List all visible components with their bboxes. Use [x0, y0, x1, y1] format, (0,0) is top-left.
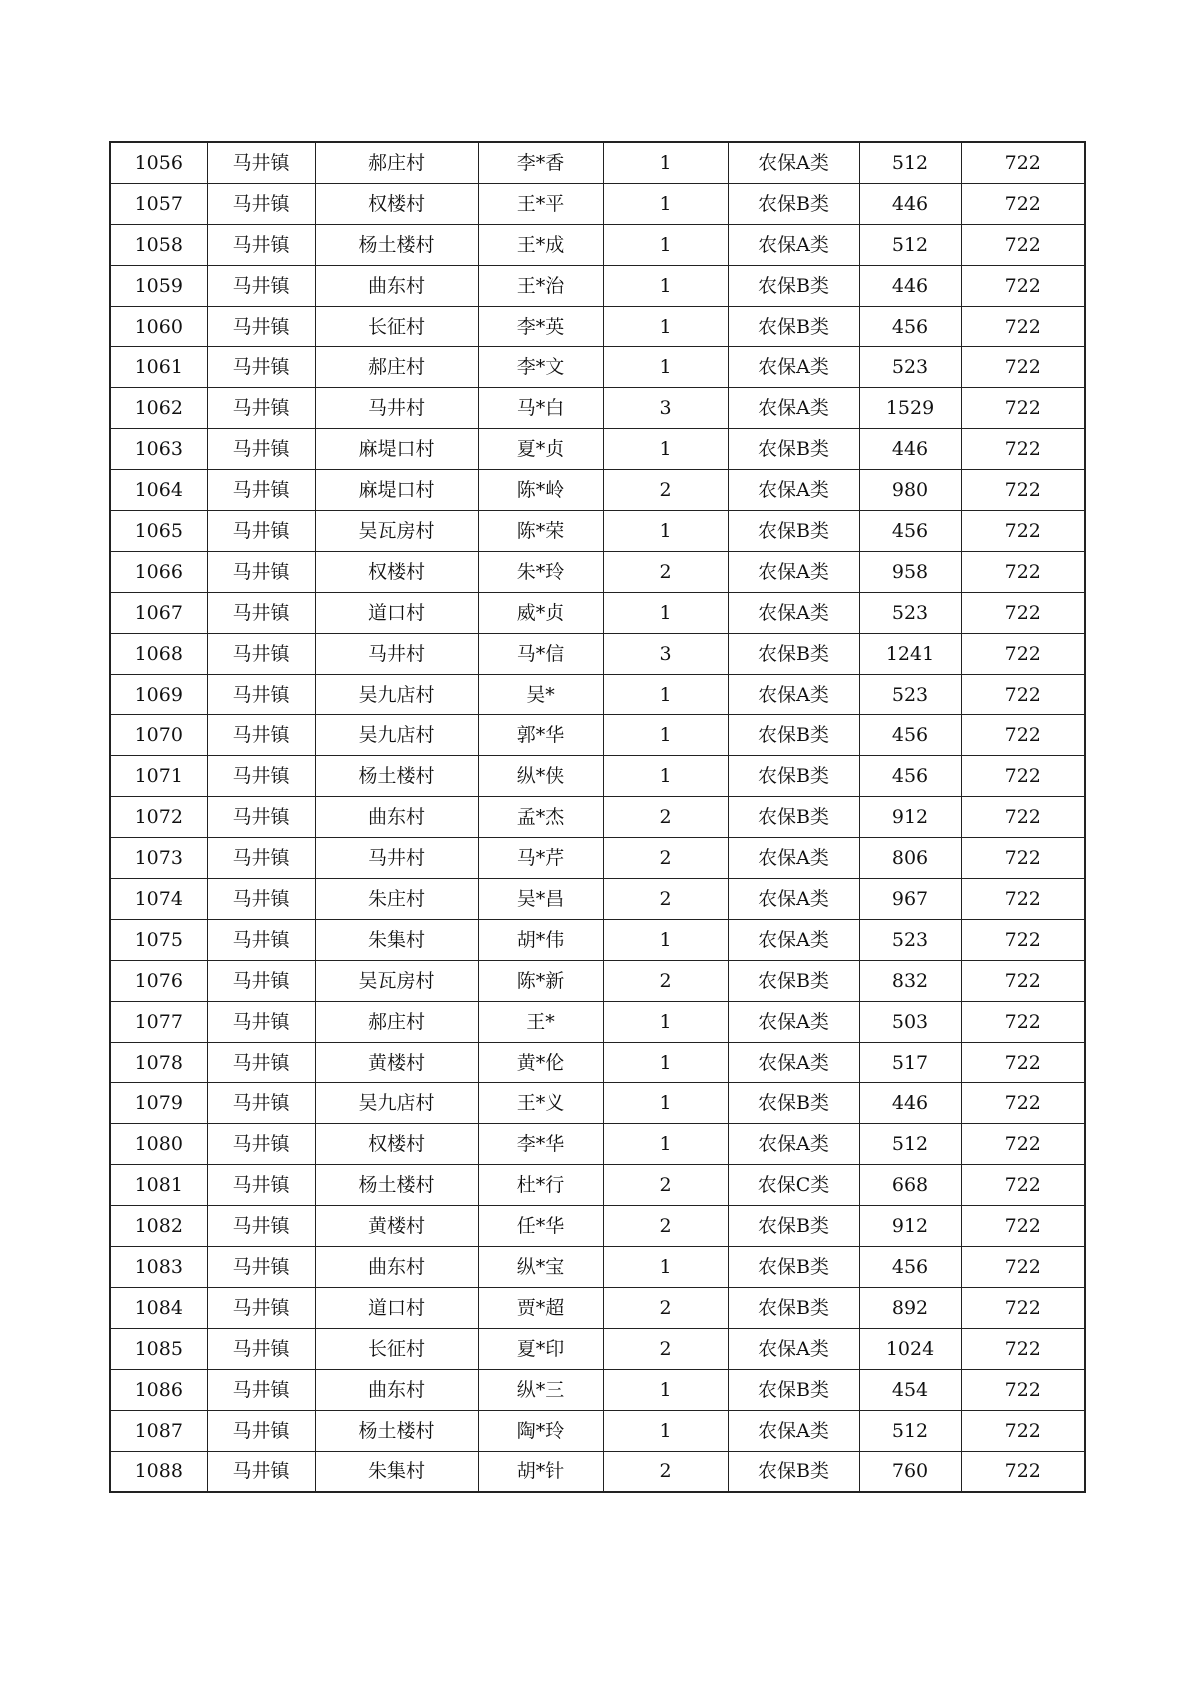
amount-cell: 668 [859, 1165, 961, 1206]
household-size-cell: 1 [603, 265, 728, 306]
table-row [110, 674, 1085, 715]
village-cell: 曲东村 [315, 265, 478, 306]
amount-cell: 967 [859, 879, 961, 920]
insurance-category-cell: 农保B类 [728, 1247, 859, 1288]
household-size-cell: 1 [603, 715, 728, 756]
serial-number-cell: 1065 [110, 511, 207, 552]
household-size-cell: 2 [603, 1287, 728, 1328]
amount-cell: 1529 [859, 388, 961, 429]
standard-cell: 722 [961, 1124, 1085, 1165]
household-size-cell: 1 [603, 511, 728, 552]
town-cell: 马井镇 [207, 1083, 315, 1124]
village-cell: 曲东村 [315, 1369, 478, 1410]
insurance-category-cell: 农保B类 [728, 511, 859, 552]
household-size-cell: 1 [603, 756, 728, 797]
table-row [110, 960, 1085, 1001]
town-cell: 马井镇 [207, 674, 315, 715]
serial-number-cell: 1080 [110, 1124, 207, 1165]
household-size-cell: 1 [603, 1369, 728, 1410]
town-cell: 马井镇 [207, 1451, 315, 1492]
household-size-cell: 1 [603, 1410, 728, 1451]
household-size-cell: 2 [603, 1165, 728, 1206]
insurance-category-cell: 农保B类 [728, 715, 859, 756]
table-row [110, 838, 1085, 879]
name-cell: 陶*玲 [478, 1410, 603, 1451]
serial-number-cell: 1076 [110, 960, 207, 1001]
amount-cell: 958 [859, 551, 961, 592]
town-cell: 马井镇 [207, 838, 315, 879]
standard-cell: 722 [961, 797, 1085, 838]
town-cell: 马井镇 [207, 797, 315, 838]
village-cell: 曲东村 [315, 1247, 478, 1288]
village-cell: 权楼村 [315, 551, 478, 592]
name-cell: 马*信 [478, 633, 603, 674]
serial-number-cell: 1087 [110, 1410, 207, 1451]
table-row [110, 797, 1085, 838]
table-row [110, 183, 1085, 224]
amount-cell: 806 [859, 838, 961, 879]
village-cell: 吴瓦房村 [315, 960, 478, 1001]
table-row [110, 1328, 1085, 1369]
village-cell: 权楼村 [315, 1124, 478, 1165]
village-cell: 吴九店村 [315, 674, 478, 715]
table-row [110, 224, 1085, 265]
serial-number-cell: 1057 [110, 183, 207, 224]
insurance-category-cell: 农保B类 [728, 429, 859, 470]
name-cell: 李*英 [478, 306, 603, 347]
table-row [110, 1369, 1085, 1410]
serial-number-cell: 1069 [110, 674, 207, 715]
standard-cell: 722 [961, 306, 1085, 347]
household-size-cell: 1 [603, 142, 728, 183]
household-size-cell: 1 [603, 183, 728, 224]
insurance-category-cell: 农保A类 [728, 674, 859, 715]
serial-number-cell: 1088 [110, 1451, 207, 1492]
village-cell: 曲东村 [315, 797, 478, 838]
town-cell: 马井镇 [207, 347, 315, 388]
name-cell: 王*成 [478, 224, 603, 265]
amount-cell: 912 [859, 1206, 961, 1247]
household-size-cell: 2 [603, 1206, 728, 1247]
household-size-cell: 2 [603, 1451, 728, 1492]
household-size-cell: 1 [603, 592, 728, 633]
table-row [110, 1451, 1085, 1492]
amount-cell: 892 [859, 1287, 961, 1328]
standard-cell: 722 [961, 633, 1085, 674]
insurance-category-cell: 农保B类 [728, 265, 859, 306]
name-cell: 李*华 [478, 1124, 603, 1165]
serial-number-cell: 1067 [110, 592, 207, 633]
insurance-category-cell: 农保A类 [728, 1328, 859, 1369]
amount-cell: 456 [859, 1247, 961, 1288]
table-row [110, 592, 1085, 633]
serial-number-cell: 1075 [110, 919, 207, 960]
name-cell: 纵*侠 [478, 756, 603, 797]
serial-number-cell: 1059 [110, 265, 207, 306]
standard-cell: 722 [961, 715, 1085, 756]
town-cell: 马井镇 [207, 592, 315, 633]
name-cell: 王*义 [478, 1083, 603, 1124]
insurance-category-cell: 农保B类 [728, 633, 859, 674]
amount-cell: 456 [859, 756, 961, 797]
roster-table [109, 141, 1086, 1493]
table-row [110, 470, 1085, 511]
amount-cell: 523 [859, 919, 961, 960]
name-cell: 马*芹 [478, 838, 603, 879]
standard-cell: 722 [961, 1206, 1085, 1247]
household-size-cell: 1 [603, 306, 728, 347]
village-cell: 黄楼村 [315, 1206, 478, 1247]
name-cell: 李*香 [478, 142, 603, 183]
village-cell: 道口村 [315, 592, 478, 633]
table-row [110, 1165, 1085, 1206]
household-size-cell: 2 [603, 960, 728, 1001]
insurance-category-cell: 农保A类 [728, 388, 859, 429]
table-row [110, 306, 1085, 347]
name-cell: 夏*印 [478, 1328, 603, 1369]
serial-number-cell: 1072 [110, 797, 207, 838]
household-size-cell: 2 [603, 838, 728, 879]
town-cell: 马井镇 [207, 1165, 315, 1206]
roster-table-body [110, 142, 1085, 1492]
village-cell: 郝庄村 [315, 1001, 478, 1042]
household-size-cell: 3 [603, 388, 728, 429]
insurance-category-cell: 农保A类 [728, 142, 859, 183]
serial-number-cell: 1061 [110, 347, 207, 388]
town-cell: 马井镇 [207, 1206, 315, 1247]
name-cell: 威*贞 [478, 592, 603, 633]
village-cell: 吴九店村 [315, 1083, 478, 1124]
standard-cell: 722 [961, 511, 1085, 552]
table-row [110, 1206, 1085, 1247]
village-cell: 杨土楼村 [315, 1410, 478, 1451]
town-cell: 马井镇 [207, 1369, 315, 1410]
town-cell: 马井镇 [207, 142, 315, 183]
insurance-category-cell: 农保A类 [728, 838, 859, 879]
town-cell: 马井镇 [207, 1410, 315, 1451]
insurance-category-cell: 农保B类 [728, 183, 859, 224]
insurance-category-cell: 农保B类 [728, 306, 859, 347]
village-cell: 杨土楼村 [315, 756, 478, 797]
name-cell: 孟*杰 [478, 797, 603, 838]
standard-cell: 722 [961, 1083, 1085, 1124]
town-cell: 马井镇 [207, 960, 315, 1001]
name-cell: 任*华 [478, 1206, 603, 1247]
serial-number-cell: 1058 [110, 224, 207, 265]
village-cell: 杨土楼村 [315, 1165, 478, 1206]
table-row [110, 551, 1085, 592]
town-cell: 马井镇 [207, 224, 315, 265]
standard-cell: 722 [961, 183, 1085, 224]
insurance-category-cell: 农保A类 [728, 347, 859, 388]
insurance-category-cell: 农保A类 [728, 1001, 859, 1042]
village-cell: 朱庄村 [315, 879, 478, 920]
town-cell: 马井镇 [207, 879, 315, 920]
insurance-category-cell: 农保B类 [728, 1287, 859, 1328]
village-cell: 麻堤口村 [315, 470, 478, 511]
amount-cell: 512 [859, 1124, 961, 1165]
table-row [110, 715, 1085, 756]
household-size-cell: 2 [603, 551, 728, 592]
table-row [110, 511, 1085, 552]
standard-cell: 722 [961, 674, 1085, 715]
town-cell: 马井镇 [207, 1287, 315, 1328]
serial-number-cell: 1084 [110, 1287, 207, 1328]
insurance-category-cell: 农保B类 [728, 1206, 859, 1247]
table-row [110, 429, 1085, 470]
village-cell: 黄楼村 [315, 1042, 478, 1083]
insurance-category-cell: 农保B类 [728, 1451, 859, 1492]
household-size-cell: 2 [603, 879, 728, 920]
village-cell: 吴九店村 [315, 715, 478, 756]
name-cell: 吴*昌 [478, 879, 603, 920]
standard-cell: 722 [961, 265, 1085, 306]
town-cell: 马井镇 [207, 1042, 315, 1083]
amount-cell: 512 [859, 1410, 961, 1451]
serial-number-cell: 1071 [110, 756, 207, 797]
amount-cell: 456 [859, 306, 961, 347]
amount-cell: 454 [859, 1369, 961, 1410]
household-size-cell: 2 [603, 470, 728, 511]
town-cell: 马井镇 [207, 429, 315, 470]
insurance-category-cell: 农保A类 [728, 592, 859, 633]
insurance-category-cell: 农保A类 [728, 224, 859, 265]
table-row [110, 756, 1085, 797]
standard-cell: 722 [961, 592, 1085, 633]
insurance-category-cell: 农保B类 [728, 797, 859, 838]
household-size-cell: 2 [603, 797, 728, 838]
village-cell: 长征村 [315, 1328, 478, 1369]
serial-number-cell: 1077 [110, 1001, 207, 1042]
standard-cell: 722 [961, 1328, 1085, 1369]
household-size-cell: 1 [603, 1001, 728, 1042]
household-size-cell: 1 [603, 1042, 728, 1083]
standard-cell: 722 [961, 224, 1085, 265]
town-cell: 马井镇 [207, 1124, 315, 1165]
village-cell: 郝庄村 [315, 142, 478, 183]
town-cell: 马井镇 [207, 511, 315, 552]
serial-number-cell: 1085 [110, 1328, 207, 1369]
table-row [110, 1287, 1085, 1328]
household-size-cell: 1 [603, 347, 728, 388]
serial-number-cell: 1060 [110, 306, 207, 347]
name-cell: 杜*行 [478, 1165, 603, 1206]
serial-number-cell: 1070 [110, 715, 207, 756]
insurance-category-cell: 农保B类 [728, 756, 859, 797]
name-cell: 纵*三 [478, 1369, 603, 1410]
standard-cell: 722 [961, 1369, 1085, 1410]
table-row [110, 1042, 1085, 1083]
amount-cell: 446 [859, 429, 961, 470]
table-row [110, 879, 1085, 920]
town-cell: 马井镇 [207, 183, 315, 224]
serial-number-cell: 1083 [110, 1247, 207, 1288]
standard-cell: 722 [961, 838, 1085, 879]
amount-cell: 446 [859, 1083, 961, 1124]
name-cell: 李*文 [478, 347, 603, 388]
standard-cell: 722 [961, 1165, 1085, 1206]
name-cell: 郭*华 [478, 715, 603, 756]
name-cell: 夏*贞 [478, 429, 603, 470]
amount-cell: 523 [859, 592, 961, 633]
insurance-category-cell: 农保B类 [728, 1083, 859, 1124]
serial-number-cell: 1073 [110, 838, 207, 879]
town-cell: 马井镇 [207, 919, 315, 960]
insurance-category-cell: 农保A类 [728, 879, 859, 920]
town-cell: 马井镇 [207, 715, 315, 756]
insurance-category-cell: 农保A类 [728, 1042, 859, 1083]
serial-number-cell: 1086 [110, 1369, 207, 1410]
amount-cell: 912 [859, 797, 961, 838]
insurance-category-cell: 农保A类 [728, 551, 859, 592]
standard-cell: 722 [961, 142, 1085, 183]
amount-cell: 523 [859, 674, 961, 715]
village-cell: 朱集村 [315, 919, 478, 960]
village-cell: 郝庄村 [315, 347, 478, 388]
serial-number-cell: 1056 [110, 142, 207, 183]
village-cell: 长征村 [315, 306, 478, 347]
town-cell: 马井镇 [207, 756, 315, 797]
serial-number-cell: 1064 [110, 470, 207, 511]
standard-cell: 722 [961, 919, 1085, 960]
amount-cell: 456 [859, 715, 961, 756]
standard-cell: 722 [961, 1410, 1085, 1451]
table-row [110, 1083, 1085, 1124]
village-cell: 权楼村 [315, 183, 478, 224]
insurance-category-cell: 农保A类 [728, 470, 859, 511]
town-cell: 马井镇 [207, 388, 315, 429]
village-cell: 马井村 [315, 838, 478, 879]
household-size-cell: 2 [603, 1328, 728, 1369]
insurance-category-cell: 农保B类 [728, 1369, 859, 1410]
serial-number-cell: 1066 [110, 551, 207, 592]
standard-cell: 722 [961, 960, 1085, 1001]
standard-cell: 722 [961, 470, 1085, 511]
insurance-category-cell: 农保A类 [728, 1410, 859, 1451]
name-cell: 黄*伦 [478, 1042, 603, 1083]
name-cell: 马*白 [478, 388, 603, 429]
standard-cell: 722 [961, 429, 1085, 470]
name-cell: 胡*针 [478, 1451, 603, 1492]
amount-cell: 1241 [859, 633, 961, 674]
insurance-category-cell: 农保A类 [728, 919, 859, 960]
household-size-cell: 1 [603, 224, 728, 265]
serial-number-cell: 1074 [110, 879, 207, 920]
table-row [110, 919, 1085, 960]
table-row [110, 265, 1085, 306]
town-cell: 马井镇 [207, 633, 315, 674]
serial-number-cell: 1062 [110, 388, 207, 429]
name-cell: 胡*伟 [478, 919, 603, 960]
amount-cell: 517 [859, 1042, 961, 1083]
standard-cell: 722 [961, 1001, 1085, 1042]
table-row [110, 388, 1085, 429]
serial-number-cell: 1078 [110, 1042, 207, 1083]
household-size-cell: 1 [603, 429, 728, 470]
serial-number-cell: 1063 [110, 429, 207, 470]
table-row [110, 1124, 1085, 1165]
standard-cell: 722 [961, 756, 1085, 797]
insurance-category-cell: 农保C类 [728, 1165, 859, 1206]
insurance-category-cell: 农保A类 [728, 1124, 859, 1165]
amount-cell: 832 [859, 960, 961, 1001]
household-size-cell: 1 [603, 1124, 728, 1165]
amount-cell: 523 [859, 347, 961, 388]
town-cell: 马井镇 [207, 265, 315, 306]
village-cell: 朱集村 [315, 1451, 478, 1492]
household-size-cell: 1 [603, 674, 728, 715]
amount-cell: 503 [859, 1001, 961, 1042]
name-cell: 陈*荣 [478, 511, 603, 552]
standard-cell: 722 [961, 1247, 1085, 1288]
name-cell: 吴* [478, 674, 603, 715]
village-cell: 马井村 [315, 388, 478, 429]
village-cell: 麻堤口村 [315, 429, 478, 470]
household-size-cell: 3 [603, 633, 728, 674]
table-row [110, 347, 1085, 388]
serial-number-cell: 1081 [110, 1165, 207, 1206]
name-cell: 王*平 [478, 183, 603, 224]
town-cell: 马井镇 [207, 306, 315, 347]
amount-cell: 512 [859, 142, 961, 183]
household-size-cell: 1 [603, 1083, 728, 1124]
serial-number-cell: 1079 [110, 1083, 207, 1124]
standard-cell: 722 [961, 1451, 1085, 1492]
town-cell: 马井镇 [207, 1247, 315, 1288]
amount-cell: 760 [859, 1451, 961, 1492]
name-cell: 陈*岭 [478, 470, 603, 511]
standard-cell: 722 [961, 551, 1085, 592]
table-row [110, 1247, 1085, 1288]
village-cell: 道口村 [315, 1287, 478, 1328]
serial-number-cell: 1068 [110, 633, 207, 674]
amount-cell: 1024 [859, 1328, 961, 1369]
table-row [110, 142, 1085, 183]
standard-cell: 722 [961, 879, 1085, 920]
village-cell: 杨土楼村 [315, 224, 478, 265]
amount-cell: 456 [859, 511, 961, 552]
insurance-category-cell: 农保B类 [728, 960, 859, 1001]
name-cell: 王*治 [478, 265, 603, 306]
table-row [110, 1410, 1085, 1451]
table-row [110, 633, 1085, 674]
name-cell: 陈*新 [478, 960, 603, 1001]
name-cell: 朱*玲 [478, 551, 603, 592]
town-cell: 马井镇 [207, 470, 315, 511]
amount-cell: 512 [859, 224, 961, 265]
amount-cell: 980 [859, 470, 961, 511]
name-cell: 王* [478, 1001, 603, 1042]
table-row [110, 1001, 1085, 1042]
town-cell: 马井镇 [207, 1328, 315, 1369]
amount-cell: 446 [859, 265, 961, 306]
name-cell: 贾*超 [478, 1287, 603, 1328]
standard-cell: 722 [961, 347, 1085, 388]
village-cell: 吴瓦房村 [315, 511, 478, 552]
amount-cell: 446 [859, 183, 961, 224]
standard-cell: 722 [961, 388, 1085, 429]
village-cell: 马井村 [315, 633, 478, 674]
standard-cell: 722 [961, 1042, 1085, 1083]
town-cell: 马井镇 [207, 551, 315, 592]
household-size-cell: 1 [603, 1247, 728, 1288]
name-cell: 纵*宝 [478, 1247, 603, 1288]
household-size-cell: 1 [603, 919, 728, 960]
serial-number-cell: 1082 [110, 1206, 207, 1247]
standard-cell: 722 [961, 1287, 1085, 1328]
town-cell: 马井镇 [207, 1001, 315, 1042]
